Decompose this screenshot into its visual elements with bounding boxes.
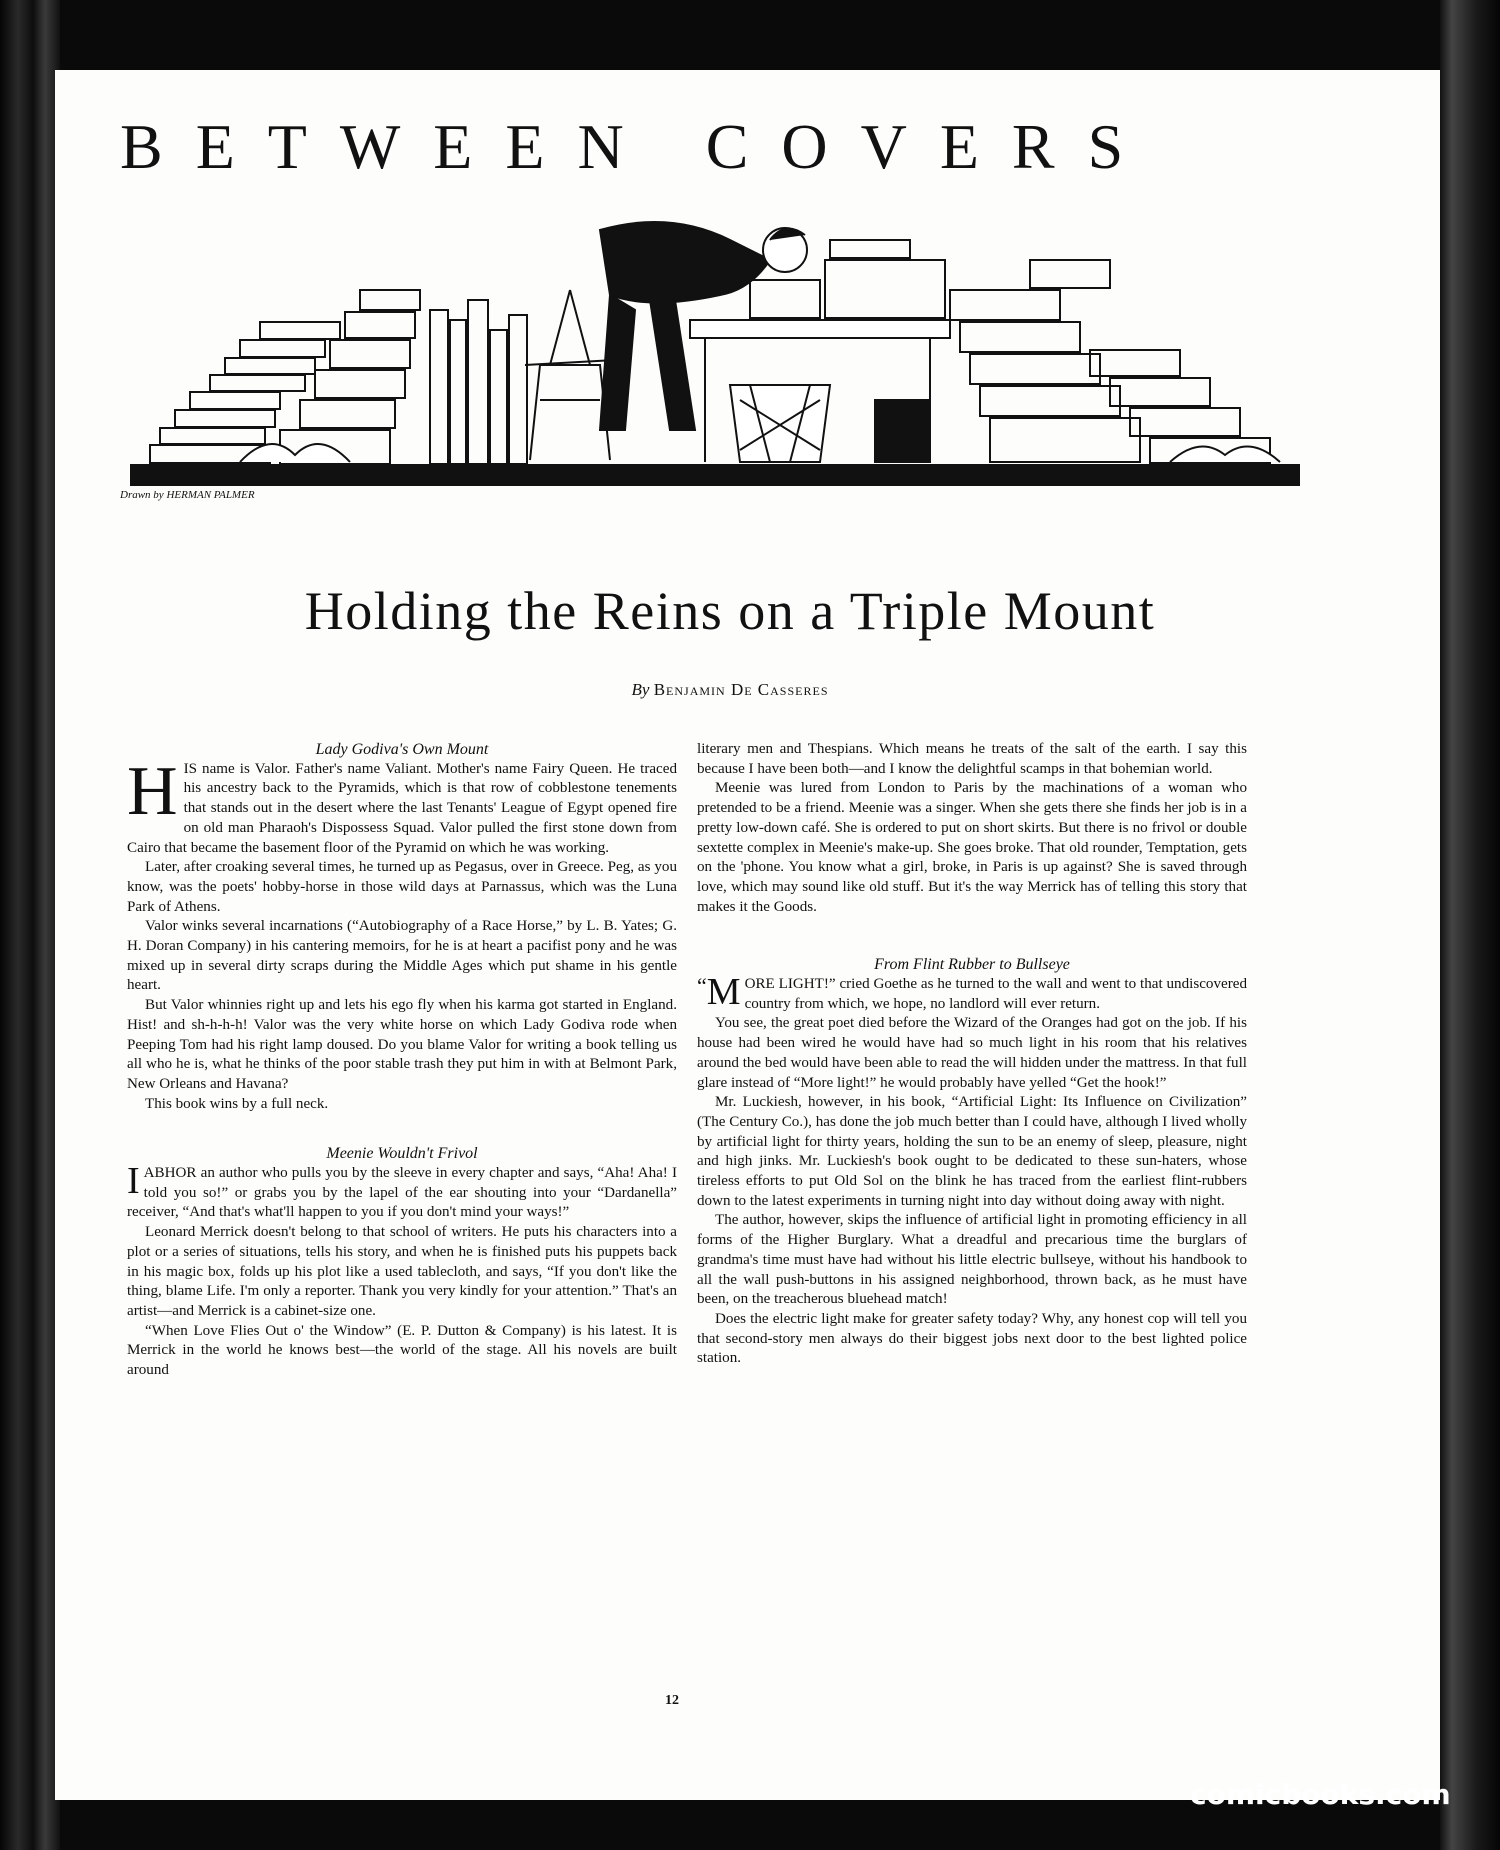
paragraph bbox=[127, 1160, 677, 1223]
paragraph: The author, however, skips the influence of artificial light in promoting efficiency in all forms of the Higher Burglary. What a dreadful and precarious time the burglars of grandma's time must have had without his little electric bullseye, without his handbook to all the wall push-buttons in his assigned neighborhood, thrown back, as he must have been, on the treacherous bluehead match! bbox=[697, 1212, 1247, 1308]
paragraph: literary men and Thespians. Which means he treats of the salt of the earth. I say this because I have been both—and I know the delightful scamps in that bohemian world. bbox=[697, 741, 1247, 777]
illustration-credit: Drawn by HERMAN PALMER bbox=[120, 489, 255, 501]
paragraph: Mr. Luckiesh, however, in his book, “Artificial Light: Its Influence on Civilization” (The Century Co.), has done the job much better than I could have, although I lived wholly by artificial light for thirty years, holding the sun to be an enemy of sleep, pleasure, night and high jinks. Mr. Luckiesh's book ought to be dedicated to these sun-haters, whose tireless efforts to put Old Sol on the blink he has traced from the earliest flint-rubbers down to the latest experiments in turning night into day without doing away with night. bbox=[697, 1094, 1247, 1209]
paragraph bbox=[697, 971, 1247, 1014]
subheading-flint-rubber: From Flint Rubber to Bullseye bbox=[874, 956, 1070, 974]
paragraph: Valor winks several incarnations (“Autobiography of a Race Horse,” by L. B. Yates; G. H. Doran Company) in his cantering memoirs, for he is at heart a pacifist pony and he was mixed up in several dirty scraps during the Middle Ages which put shame in his gentle heart. bbox=[127, 918, 677, 994]
article-headline: Holding the Reins on a Triple Mount bbox=[304, 581, 1156, 641]
left-column bbox=[127, 740, 677, 1381]
scan-edge-right bbox=[1440, 0, 1500, 1850]
drop-cap: H bbox=[127, 752, 178, 830]
subheading-meenie: Meenie Wouldn't Frivol bbox=[326, 1145, 478, 1163]
paragraph: Leonard Merrick doesn't belong to that school of writers. He puts his characters into a plot or a series of situations, tells his story, and when he is finished puts his puppets back in his magic box, folds up his plot like a used tablecloth, and says, “If you don't like the thing, blame Life. I'm only a reporter. Thank you very kindly for your attention.” That's an artist—and Merrick is a cabinet-size one. bbox=[127, 1224, 677, 1319]
page-number: 12 bbox=[665, 1693, 679, 1708]
byline bbox=[120, 680, 1340, 700]
paragraph bbox=[127, 752, 677, 859]
byline-author: Benjamin De Casseres bbox=[653, 680, 829, 699]
subheading-lady-godiva: Lady Godiva's Own Mount bbox=[315, 741, 489, 758]
books-illustration bbox=[130, 200, 1300, 500]
paragraph: “When Love Flies Out o' the Window” (E. P. Dutton & Company) is his latest. It is Merrick in the world he knows best—the world of the stage. All his novels are built around bbox=[127, 1322, 677, 1379]
drop-cap: I bbox=[127, 1160, 140, 1203]
paragraph: But Valor whinnies right up and lets his ego fly when his karma got started in England. Hist! and sh-h-h-h! Valor was the very white horse on which Lady Godiva rode when Peeping Tom had his right lamp doused. Do you blame Valor for writing a book telling us all who he is, what he thinks of the poor stable trash they put him in with at Belmont Park, New Orleans and Havana? bbox=[127, 997, 677, 1092]
watermark: comicbooks.com bbox=[1190, 1778, 1451, 1811]
scan-edge-left bbox=[0, 0, 60, 1850]
paragraph: Does the electric light make for greater safety today? Why, any honest cop will tell you that second-story men always do their biggest jobs next door to the best lighted police station. bbox=[697, 1310, 1247, 1367]
paragraph: This book wins by a full neck. bbox=[145, 1095, 329, 1112]
drop-cap: M bbox=[706, 971, 741, 1014]
paragraph: Meenie was lured from London to Paris by the machinations of a woman who pretended to be a friend. Meenie was a singer. When she gets there she finds her job is in a pretty low-down café. She is ordered to put on short skirts. But there is no frivol or double sextette complex in Meenie's make-up. She goes broke. That old rounder, Temptation, gets on the 'phone. You know what a girl, broke, in Paris is up against? She is saved through love, which may sound like old stuff. But it's the way Merrick has of telling this story that makes it the Goods. bbox=[697, 780, 1247, 915]
right-column bbox=[697, 740, 1247, 1369]
open-quote: “ bbox=[697, 973, 707, 999]
paragraph-text: IS name is Valor. Father's name Valiant. Mother's name Fairy Queen. He traced his ancestry back to the Pyramids, which is that row of cobblestone tenements that stands out in the desert where the last Tenants' League of Egypt opened fire on old man Pharaoh's Dispossess Squad. Valor pulled the first stone down from Cairo that became the basement floor of the Pyramid on which he was working. bbox=[127, 760, 677, 856]
paragraph-text: ORE LIGHT!” cried Goethe as he turned to the wall and went to that undiscovered country from which, we hope, no landlord will ever return. bbox=[744, 976, 1247, 1012]
byline-prefix: By bbox=[631, 680, 650, 699]
paragraph: Later, after croaking several times, he turned up as Pegasus, over in Greece. Peg, as you know, was the poets' hobby-horse in those wild days at Parnassus, which was the Luna Park of Athens. bbox=[127, 859, 677, 915]
paragraph: You see, the great poet died before the Wizard of the Oranges had got on the job. If his house had been wired he would have had so much light in his room that his relatives around the bed would have been able to read the will hidden under the mattress. In that full glare instead of “More light!” he would probably have yelled “Get the hook!” bbox=[697, 1015, 1247, 1091]
section-title: BETWEEN COVERS bbox=[120, 111, 1157, 182]
paragraph-text: ABHOR an author who pulls you by the sleeve in every chapter and says, “Aha! Aha! I told you so!” or grabs you by the lapel of the ear shouting into your “Dardanella” receiver, “And that's what'll happen to you if you don't mind your ways!” bbox=[127, 1165, 677, 1221]
